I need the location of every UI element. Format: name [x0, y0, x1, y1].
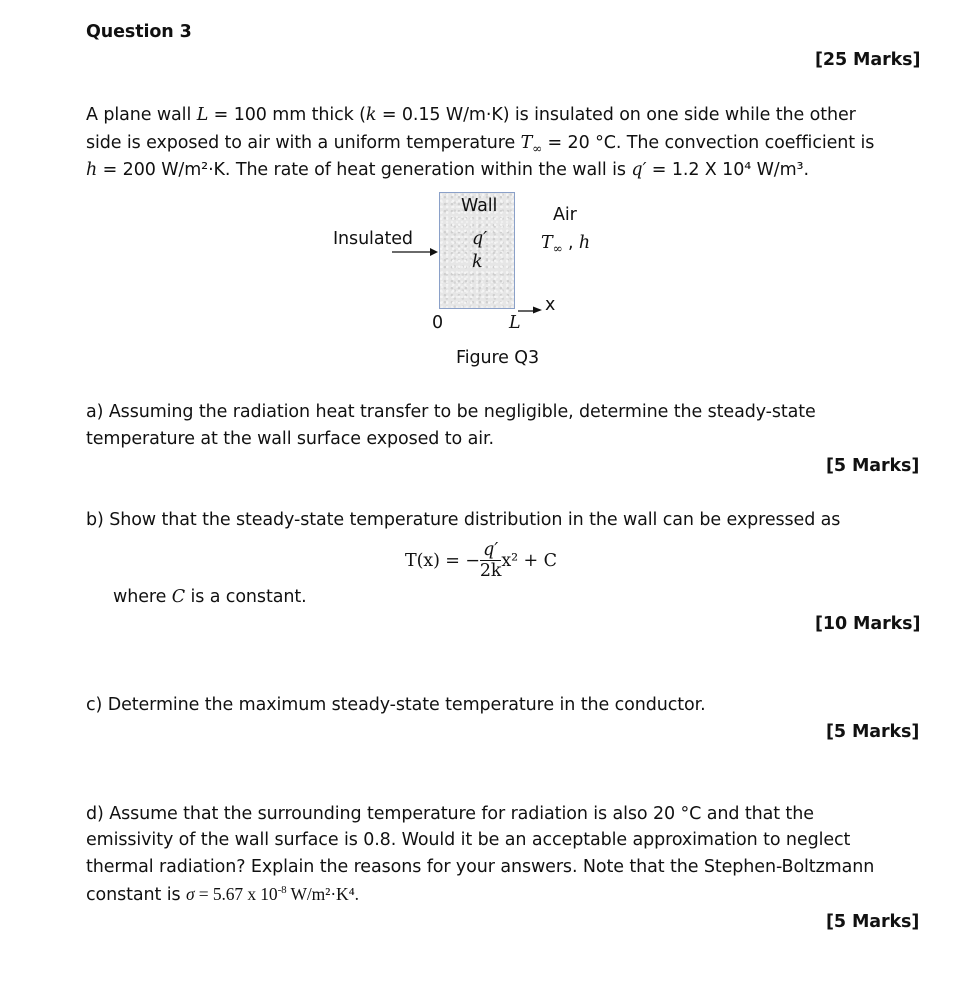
- part-a-line-2: temperature at the wall surface exposed to air.: [86, 429, 494, 449]
- wall-heat-generation-symbol: q′: [472, 229, 487, 249]
- part-b-marks: [10 Marks]: [815, 614, 921, 634]
- air-conditions: $T_\infty$ , h: [541, 233, 591, 256]
- air-label: Air: [553, 205, 577, 225]
- figure-caption: Figure Q3: [456, 348, 540, 368]
- length-label: L: [509, 313, 521, 333]
- part-c-marks: [5 Marks]: [826, 722, 920, 742]
- part-d-line-4: constant is σ = 5.67 x $10^{-8}$ W/m²·K⁴.: [86, 884, 359, 905]
- part-c-line-1: c) Determine the maximum steady-state temperature in the conductor.: [86, 695, 706, 715]
- wall-label: Wall: [461, 196, 498, 216]
- part-d-line-2: emissivity of the wall surface is 0.8. Would it be an acceptable approximation to neglect: [86, 830, 851, 850]
- intro-line-3: h = 200 W/m²·K. The rate of heat generation within the wall is q′ = 1.2 X 10⁴ W/m³.: [86, 160, 809, 180]
- x-axis-arrow-icon: [518, 302, 544, 316]
- temperature-equation: T(x) = − $\frac{q'}{2k}$ x² + C: [405, 540, 557, 581]
- origin-label: 0: [432, 313, 444, 333]
- part-b-where-note: where C is a constant.: [113, 587, 307, 607]
- insulated-arrow-icon: [392, 244, 440, 258]
- question-title: Question 3: [86, 22, 192, 42]
- part-a-marks: [5 Marks]: [826, 456, 920, 476]
- total-marks: [25 Marks]: [815, 50, 921, 70]
- x-axis-label: x: [545, 295, 556, 315]
- part-d-line-3: thermal radiation? Explain the reasons for your answers. Note that the Stephen-Boltzmann: [86, 857, 875, 877]
- part-d-marks: [5 Marks]: [826, 912, 920, 932]
- part-d-line-1: d) Assume that the surrounding temperature for radiation is also 20 °C and that the: [86, 804, 814, 824]
- part-b-line-1: b) Show that the steady-state temperature distribution in the wall can be expressed as: [86, 510, 841, 530]
- part-a-line-1: a) Assuming the radiation heat transfer to be negligible, determine the steady-state: [86, 402, 816, 422]
- intro-line-1: A plane wall L = 100 mm thick (k = 0.15 W/m·K) is insulated on one side while the other: [86, 105, 856, 125]
- wall-conductivity-symbol: k: [472, 252, 483, 272]
- insulated-label: Insulated: [333, 229, 413, 249]
- intro-line-2: side is exposed to air with a uniform temperature $T_\infty = 20$ °C. The convection coefficient is: [86, 133, 875, 156]
